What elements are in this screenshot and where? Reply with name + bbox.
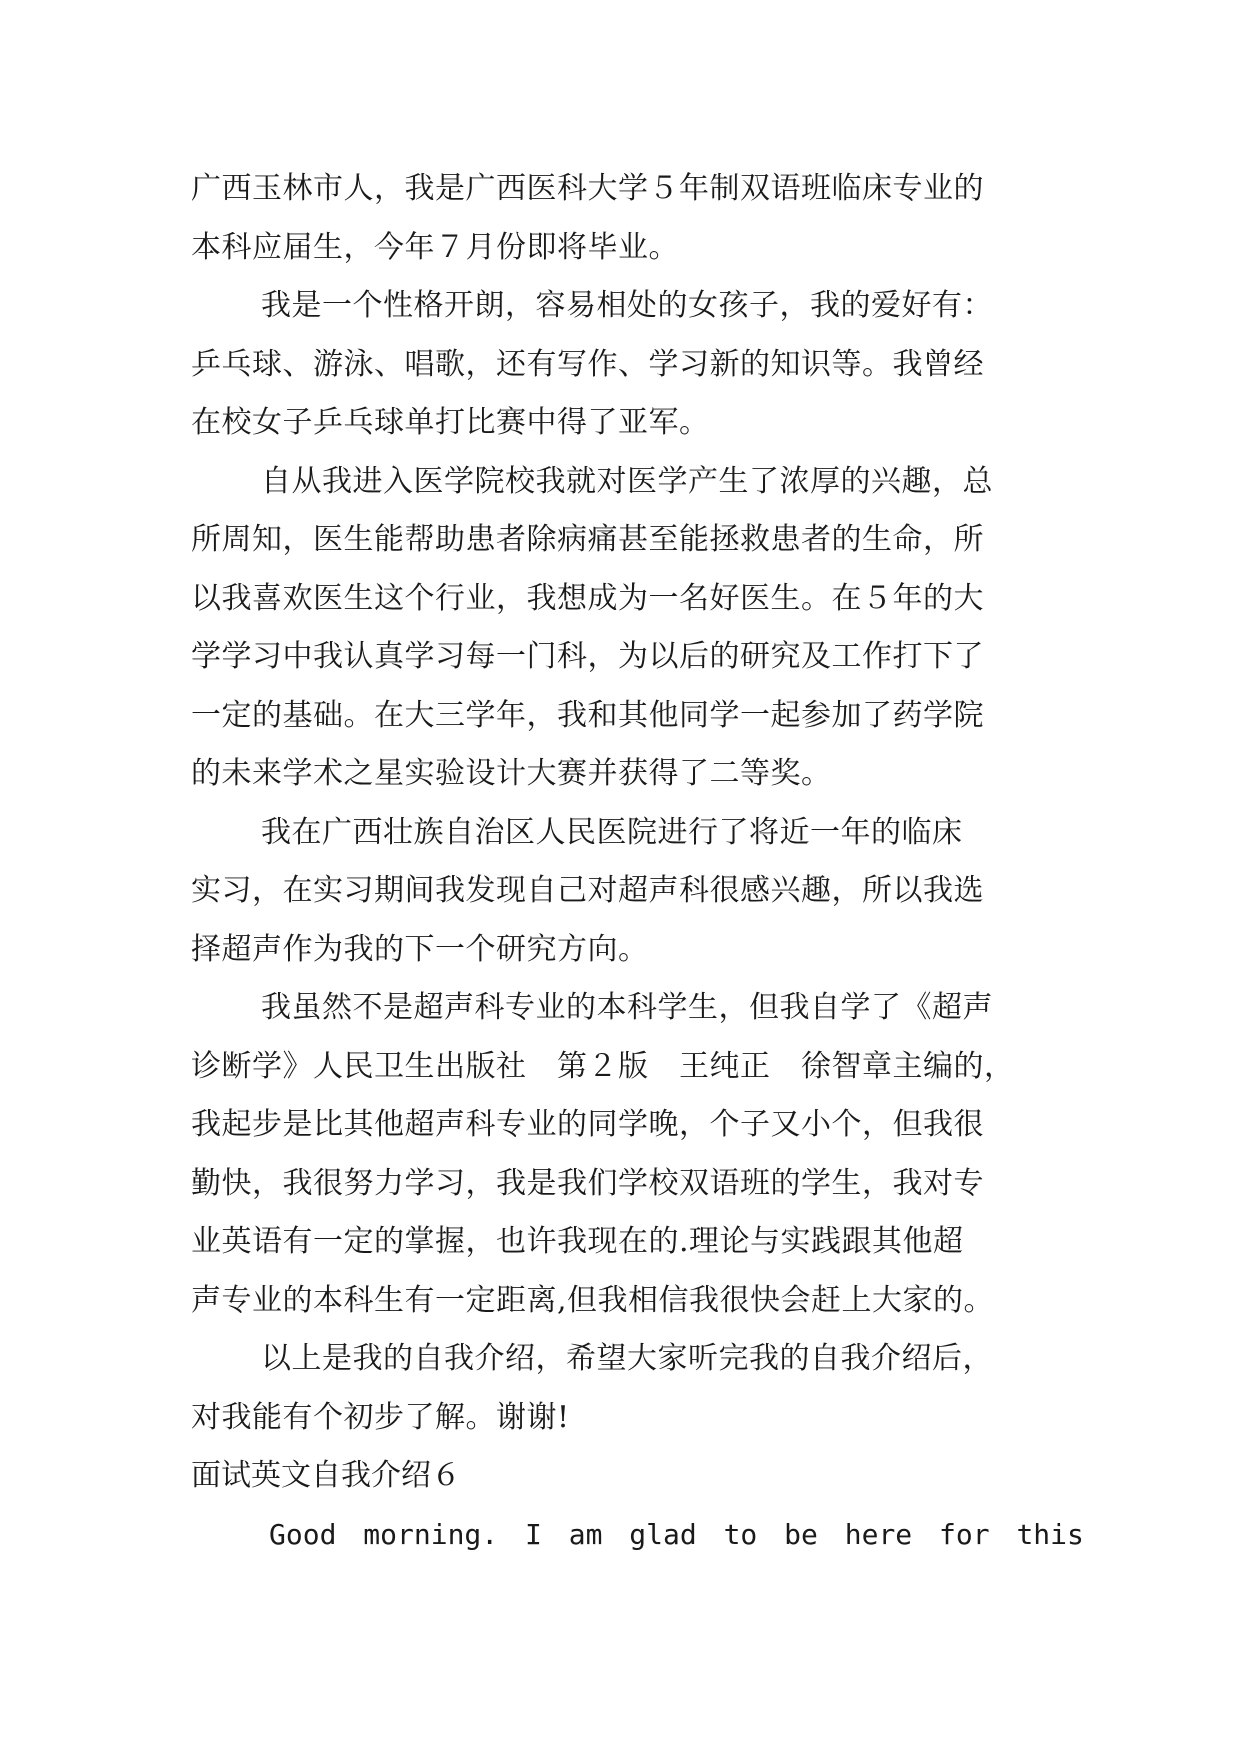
text-line: 自从我进入医学院校我就对医学产生了浓厚的兴趣，总 xyxy=(261,463,993,499)
paragraph-4 xyxy=(191,804,1061,980)
paragraph-2 xyxy=(191,277,1061,453)
paragraph-3 xyxy=(191,453,1061,804)
text-line: 本科应届生，今年７月份即将毕业。 xyxy=(191,229,679,265)
text-line: 择超声作为我的下一个研究方向。 xyxy=(191,931,649,967)
text-line: 诊断学》人民卫生出版社 第２版 王纯正 徐智章主编的， xyxy=(191,1048,1015,1084)
paragraph-5 xyxy=(191,979,1061,1330)
text-line: 广西玉林市人，我是广西医科大学５年制双语班临床专业的 xyxy=(191,171,984,206)
text-line: 勤快，我很努力学习，我是我们学校双语班的学生，我对专 xyxy=(191,1165,984,1201)
text-line: 一定的基础。在大三学年，我和其他同学一起参加了药学院 xyxy=(191,697,984,733)
paragraph-6 xyxy=(191,1330,1061,1447)
text-line: 乒乓球、游泳、唱歌，还有写作、学习新的知识等。我曾经 xyxy=(191,346,984,382)
text-line: 业英语有一定的掌握，也许我现在的.理论与实践跟其他超 xyxy=(191,1224,964,1259)
paragraph-1 xyxy=(191,160,1061,277)
text-line: 在校女子乒乓球单打比赛中得了亚军。 xyxy=(191,405,710,440)
english-paragraph-line: Good morning. I am glad to be here for this xyxy=(269,1517,1084,1551)
text-line: 以我喜欢医生这个行业，我想成为一名好医生。在５年的大 xyxy=(191,580,984,616)
text-line: 的未来学术之星实验设计大赛并获得了二等奖。 xyxy=(191,756,832,791)
text-line: 声专业的本科生有一定距离,但我相信我很快会赶上大家的。 xyxy=(191,1282,995,1318)
document-body xyxy=(191,160,1084,1564)
text-line: 我在广西壮族自治区人民医院进行了将近一年的临床 xyxy=(261,814,963,850)
section-heading: 面试英文自我介绍６ xyxy=(191,1458,461,1493)
text-line: 我是一个性格开朗，容易相处的女孩子，我的爱好有： xyxy=(261,288,993,323)
text-line: 实习，在实习期间我发现自己对超声科很感兴趣，所以我选 xyxy=(191,873,984,908)
text-line: 以上是我的自我介绍，希望大家听完我的自我介绍后， xyxy=(261,1341,993,1376)
text-line: 我起步是比其他超声科专业的同学晚，个子又小个，但我很 xyxy=(191,1107,984,1142)
text-line: 所周知，医生能帮助患者除病痛甚至能拯救患者的生命，所 xyxy=(191,522,984,557)
text-line: 对我能有个初步了解。谢谢! xyxy=(191,1399,570,1435)
text-line: 我虽然不是超声科专业的本科学生，但我自学了《超声 xyxy=(261,990,993,1025)
text-line: 学学习中我认真学习每一门科，为以后的研究及工作打下了 xyxy=(191,639,984,674)
